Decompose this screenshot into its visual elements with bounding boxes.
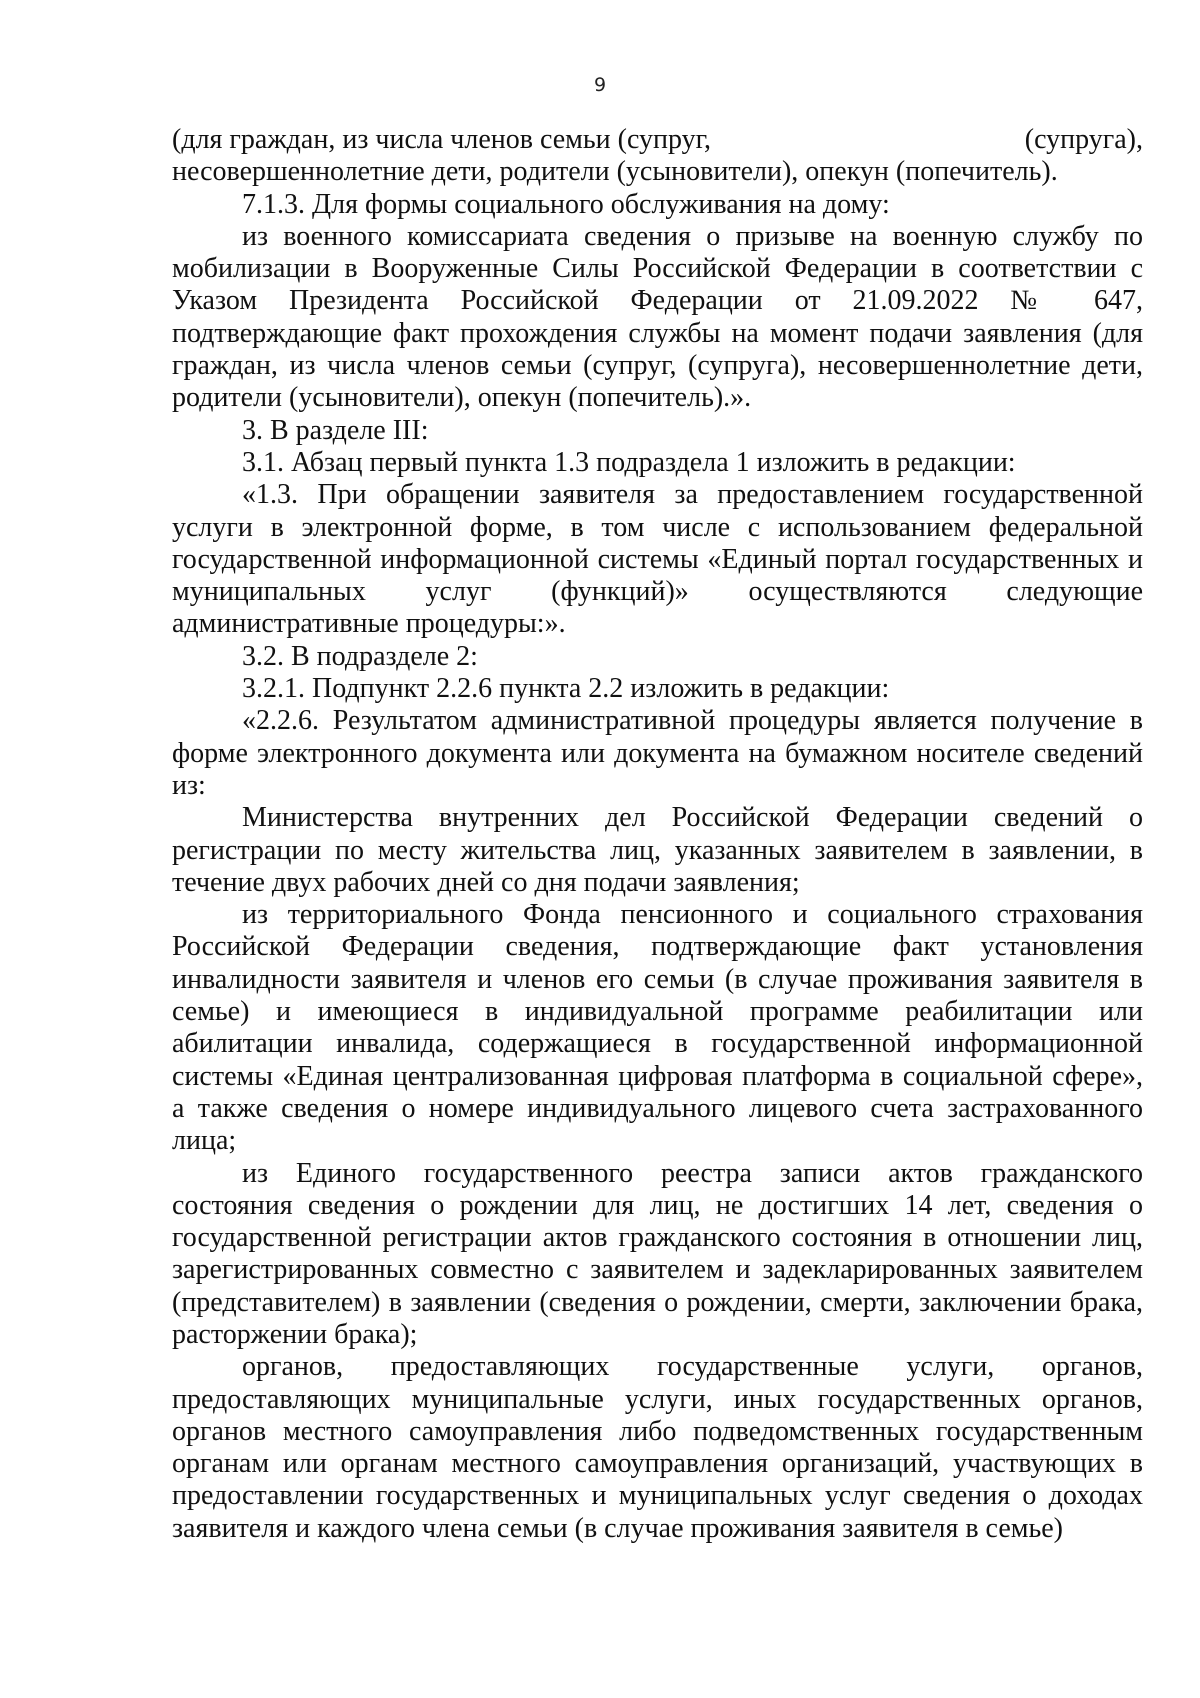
paragraph-11: из территориального Фонда пенсионного и социального страхования Российской Федерации сведения, подтверждающие факт установления инвалидности заявителя и членов его семьи (в случае проживания заявителя в семье) и имеющиеся в индивидуальной программе реабилитации или абилитации инвалида, содержащиеся в государственной информационной системы «Единая централизованная цифровая платформа в социальной сфере», а также сведения о номере индивидуального лицевого счета застрахованного лица; <box>172 899 1143 1157</box>
paragraph-12: из Единого государственного реестра записи актов гражданского состояния сведения о рождении для лиц, не достигших 14 лет, сведения о государственной регистрации актов гражданского состояния в отношении лиц, зарегистрированных совместно с заявителем и задекларированных заявителем (представителем) в заявлении (сведения о рождении, смерти, заключении брака, расторжении брака); <box>172 1157 1143 1350</box>
paragraph-9: «2.2.6. Результатом административной процедуры является получение в форме электронного документа или документа на бумажном носителе сведений из: <box>172 705 1143 801</box>
paragraph-10: Министерства внутренних дел Российской Федерации сведений о регистрации по месту жительства лиц, указанных заявителем в заявлении, в течение двух рабочих дней со дня подачи заявления; <box>172 802 1143 898</box>
paragraph-1-line-right: (супруга), <box>1024 124 1143 155</box>
paragraph-6: «1.3. При обращении заявителя за предоставлением государственной услуги в электронной форме, в том числе с использованием федеральной государственной информационной системы «Единый портал государственных и муниципальных услуг (функций)» осуществляются следующие административные процедуры:». <box>172 479 1143 640</box>
paragraph-1-first-line <box>172 124 1143 156</box>
paragraph-1-continuation: несовершеннолетние дети, родители (усыновители), опекун (попечитель). <box>172 156 1058 188</box>
paragraph-3: из военного комиссариата сведения о призыве на военную службу по мобилизации в Вооруженные Силы Российской Федерации в соответствии с Указом Президента Российской Федерации от 21.09.2022 № 647, подтверждающие факт прохождения службы на момент подачи заявления (для граждан, из числа членов семьи (супруг, (супруга), несовершеннолетние дети, родители (усыновители), опекун (попечитель).». <box>172 220 1143 414</box>
paragraph-4: 3. В разделе III: <box>242 414 429 446</box>
paragraph-8: 3.2.1. Подпункт 2.2.6 пункта 2.2 изложить в редакции: <box>242 673 890 705</box>
paragraph-2: 7.1.3. Для формы социального обслуживания на дому: <box>242 188 890 220</box>
paragraph-1-line-left: (для граждан, из числа членов семьи (супруг, <box>172 124 711 155</box>
page-number: 9 <box>593 74 607 96</box>
paragraph-5: 3.1. Абзац первый пункта 1.3 подраздела 1 изложить в редакции: <box>242 446 1016 478</box>
paragraph-13: органов, предоставляющих государственные услуги, органов, предоставляющих муниципальные услуги, иных государственных органов, органов местного самоуправления либо подведомственных государственным органам или органам местного самоуправления организаций, участвующих в предоставлении государственных и муниципальных услуг сведения о доходах заявителя и каждого члена семьи (в случае проживания заявителя в семье) <box>172 1351 1143 1544</box>
paragraph-1 <box>172 124 1143 189</box>
paragraph-7: 3.2. В подразделе 2: <box>242 640 478 672</box>
document-body <box>172 124 1143 1545</box>
